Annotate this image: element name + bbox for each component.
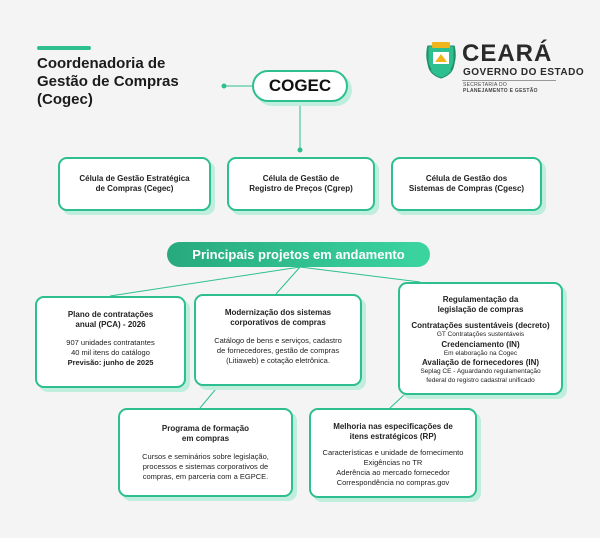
projects-banner: Principais projetos em andamento [167, 242, 430, 267]
logo-name: CEARÁ [462, 40, 553, 67]
logo-secretaria-line1: SECRETARIA DO [463, 82, 508, 88]
cell-cgrep: Célula de Gestão de Registro de Preços (Cgrep) [227, 157, 375, 211]
cell-cgesc: Célula de Gestão dos Sistemas de Compras (Cgesc) [391, 157, 542, 211]
project-modernizacao: Modernização dos sistemas corporativos de compras Catálogo de bens e serviços, cadastro de fornecedores, gestão de compras (Litiaweb) e cotação eletrônica. [194, 294, 362, 386]
cell-cegec: Célula de Gestão Estratégica de Compras (Cegec) [58, 157, 211, 211]
logo-subtitle: GOVERNO DO ESTADO [463, 67, 585, 78]
page-title: Coordenadoria de Gestão de Compras (Cogec) [37, 55, 179, 108]
ceara-shield-icon [425, 40, 457, 80]
project-formacao: Programa de formação em compras Cursos e seminários sobre legislação, processos e sistemas corporativos de compras, em parceria com a EGPCE. [118, 408, 293, 497]
accent-bar [37, 46, 91, 50]
cogec-root-node: COGEC [252, 70, 348, 102]
project-pca: Plano de contratações anual (PCA) - 2026 907 unidades contratantes 40 mil itens do catálogo Previsão: junho de 2025 [35, 296, 186, 388]
project-especificacoes: Melhoria nas especificações de itens estratégicos (RP) Características e unidade de fornecimento Exigências no TR Aderência ao mercado fornecedor Correspondência no compras.gov [309, 408, 477, 498]
logo-divider [462, 80, 556, 81]
logo-secretaria-line2: PLANEJAMENTO E GESTÃO [463, 88, 538, 94]
project-regulamentacao: Regulamentação da legislação de compras Contratações sustentáveis (decreto) GT Contratações sustentáveis Credenciamento (IN) Em elaboração na Cogec Avaliação de fornecedores (IN) Seplag CE - Aguardando regulamentação federal do registro cadastral unificado [398, 282, 563, 395]
